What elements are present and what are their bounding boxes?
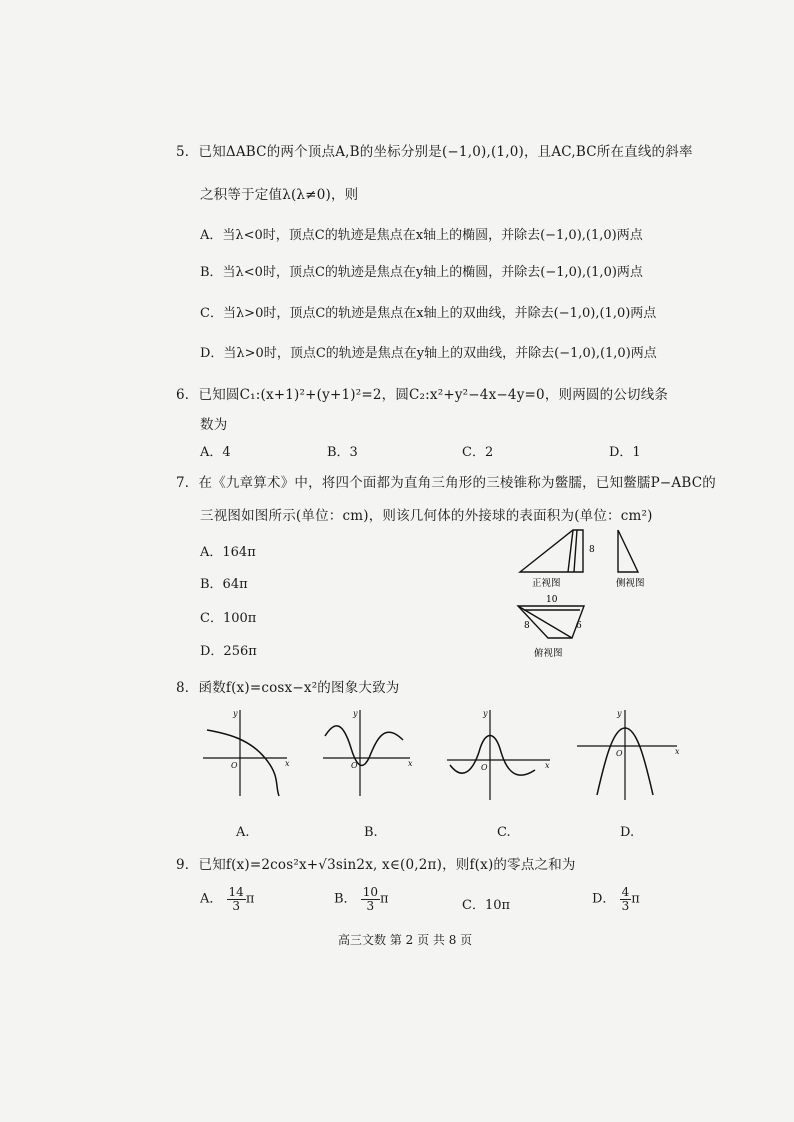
- q9-option-b-fraction: [361, 886, 380, 912]
- q7-option-a: A．164π: [200, 545, 256, 560]
- graph-d: [577, 710, 677, 800]
- q8-graph-options: [195, 700, 685, 810]
- graph-d-origin: O: [616, 749, 623, 758]
- q6-option-a: A．4: [200, 445, 231, 460]
- front-view-label: 正视图: [532, 578, 561, 589]
- q9-option-d-num: 4: [621, 885, 630, 899]
- three-view-figure: [510, 522, 660, 662]
- q7-option-c: C．100π: [200, 611, 257, 626]
- q7-stem-line1: 7．在《九章算术》中，将四个面都为直角三角形的三棱锥称为鳖臑，已知鳖臑P−ABC的: [176, 475, 716, 491]
- graph-c-origin: O: [481, 763, 488, 772]
- q7-option-d: D．256π: [200, 644, 257, 659]
- front-view-dim-8: 8: [589, 545, 595, 555]
- q7-option-b: B．64π: [200, 577, 248, 592]
- graph-b-origin: O: [351, 761, 358, 770]
- graph-a-x-label: x: [285, 759, 290, 768]
- q8-graph-label-a: A.: [236, 825, 250, 840]
- q9-option-d-letter: D．: [592, 891, 616, 907]
- graph-b-x-label: x: [408, 759, 413, 768]
- graph-d-x-label: x: [675, 747, 680, 756]
- q9-option-d-fraction: [620, 886, 632, 912]
- q7-stem-line2: 三视图如图所示(单位：cm)，则该几何体的外接球的表面积为(单位：cm²): [200, 508, 653, 524]
- page-footer: 高三文数 第 2 页 共 8 页: [338, 933, 473, 947]
- q9-option-d-suffix: π: [631, 891, 640, 907]
- q6-stem-line1: 6．已知圆C₁:(x+1)²+(y+1)²=2，圆C₂:x²+y²−4x−4y=0，则两圆的公切线条: [176, 387, 669, 403]
- front-view: [520, 530, 583, 572]
- q9-option-a-num: 14: [228, 885, 244, 899]
- q9-option-b-suffix: π: [379, 891, 389, 907]
- q9-option-d: [592, 886, 640, 912]
- q9-option-a-letter: A．: [200, 891, 223, 907]
- graph-b-y-label: y: [353, 709, 358, 718]
- graph-b: [323, 710, 410, 796]
- top-view-dim-8: 8: [524, 621, 530, 631]
- graph-d-y-label: y: [617, 709, 622, 718]
- top-view-dim-6: 6: [576, 621, 582, 631]
- side-view-label: 侧视图: [616, 578, 645, 589]
- graph-c-y-label: y: [483, 709, 488, 718]
- graph-a-y-label: y: [233, 709, 238, 718]
- q8-graph-label-b: B.: [364, 825, 378, 840]
- q9-option-a-den: 3: [232, 898, 240, 913]
- q5-stem-line2: 之积等于定值λ(λ≠0)，则: [200, 187, 359, 203]
- graph-a: [203, 710, 287, 796]
- q9-stem: 9．已知f(x)=2cos²x+√3sin2x, x∈(0,2π)，则f(x)的零点之和为: [176, 857, 576, 873]
- top-view-label: 俯视图: [534, 648, 563, 659]
- q8-graph-label-c: C.: [497, 825, 511, 840]
- q6-stem-line2: 数为: [200, 417, 228, 433]
- q9-option-b-letter: B．: [334, 891, 357, 907]
- q8-stem: 8．函数f(x)=cosx−x²的图象大致为: [176, 680, 400, 696]
- q9-option-b-den: 3: [366, 898, 375, 913]
- top-view-dim-10: 10: [546, 595, 558, 605]
- q6-option-b: B．3: [327, 445, 358, 460]
- graph-a-origin: O: [231, 761, 238, 770]
- q6-option-c: C．2: [462, 445, 494, 460]
- q9-option-c-text: 10π: [484, 898, 511, 913]
- q5-option-d: D．当λ>0时，顶点C的轨迹是焦点在y轴上的双曲线，并除去(−1,0),(1,0)两点: [200, 346, 657, 361]
- side-view: [618, 530, 638, 572]
- q9-option-c-letter: C．: [462, 898, 485, 913]
- q5-option-a: A．当λ<0时，顶点C的轨迹是焦点在x轴上的椭圆，并除去(−1,0),(1,0)两点: [200, 228, 643, 243]
- q6-option-d: D．1: [609, 445, 641, 460]
- q9-option-a: [200, 886, 254, 912]
- q5-option-b: B．当λ<0时，顶点C的轨迹是焦点在y轴上的椭圆，并除去(−1,0),(1,0)两点: [200, 265, 643, 280]
- q8-graph-label-d: D.: [620, 825, 635, 840]
- q9-option-a-fraction: [227, 886, 246, 912]
- q9-option-b-num: 10: [362, 885, 378, 899]
- q9-option-a-suffix: π: [245, 891, 255, 907]
- q9-option-d-den: 3: [621, 898, 630, 913]
- q9-option-c: [462, 894, 510, 913]
- q9-option-b: [334, 886, 389, 912]
- graph-c: [447, 710, 550, 800]
- q5-stem-line1: 5．已知ΔABC的两个顶点A,B的坐标分别是(−1,0),(1,0)，且AC,BC所在直线的斜率: [176, 144, 693, 160]
- graph-c-x-label: x: [545, 761, 550, 770]
- q5-option-c: C．当λ>0时，顶点C的轨迹是焦点在x轴上的双曲线，并除去(−1,0),(1,0)两点: [200, 306, 657, 321]
